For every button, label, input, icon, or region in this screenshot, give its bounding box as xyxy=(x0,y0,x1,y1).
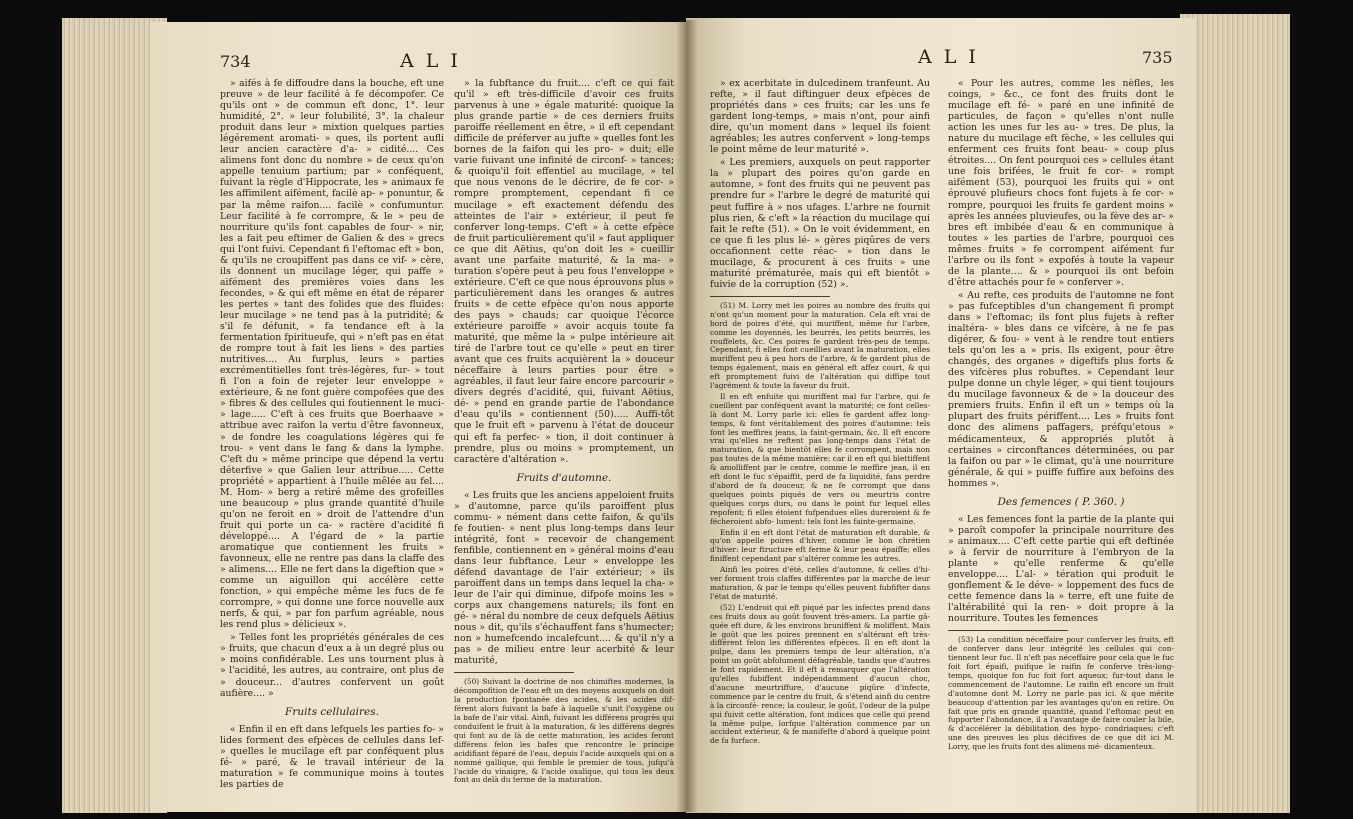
footnote: Ainfi les poires d'été, celles d'automne, & celles d'hi- ver forment trois claffes différentes par la marche de leur maturation, & par le temps qu'elles peuvent fubfifter dans l'état de maturité. xyxy=(710,565,930,601)
footnote: (53) La condition néceffaire pour conferver les fruits, eft de conferver dans leur intégrité les cellules qui con- tiennent leur fuc. Il n'eft pas néceffaire pour cela que le fuc foit fort épaifi, puifque le raifin fe conferve très-long- temps, quoique fon fuc foit fort aqueux; fur-tout dans le commencement de l'automne. Le raifin eft encore un fruit d'automne dont M. Lorry ne parle pas ici. & que mérite beaucoup d'attention par les avantages qu'on en retire. On fait que pris en grande quantité, quand l'eftomac peut en fupporter l'abondance, il a l'avantage de faire couler la bile, & d'accélérer la débilitation des hypo- condriaques; c'eft une des preuves les plus décifives de ce que dit ici M. Lorry, que les fruits font des alimens mé- dicamenteux. xyxy=(948,635,1174,752)
right-running-head: A L I xyxy=(918,46,979,68)
footnote: Enfin il en eft dont l'état de maturation eft durable, & qu'on appelle poires d'hiver, comme le bon chrétien d'hiver: leur ftructure eft ferme & leur peau épaiffe; elles finiffent cependant par s'altérer comme les autres. xyxy=(710,527,930,564)
paragraph: » ex acerbitate in dulcedinem tranfeunt. Au refte, » il faut diftinguer deux efpèces de propriétés dans » ces fruits; car les uns fe gardent long-temps, » mais n'ont, pour ainfi dire, qu'un moment dans » lequel ils foient agréables; les autres confervent » long-temps le point même de leur maturité ». xyxy=(710,78,930,156)
footnote-rule xyxy=(948,630,1068,631)
footnote-rule xyxy=(454,672,574,673)
section-heading: Des femences ( P. 360. ) xyxy=(997,495,1125,508)
paragraph: » aifés à fe diffoudre dans la bouche, eft une preuve » de leur facilité à fe décompofer. Ce qu'ils ont » de commun eft donc, 1°. leur humidité, 2°. » leur folubilité, 3°. la chaleur produit dans leur » mixtion quelques parties légérement aromati- » ques, ils portent aufli leur ancien caractère d'a- » cidité.... Ces alimens font donc du nombre » de ceux qu'on appelle tenuium partium; par » conféquent, fuivant la règle d'Hippocrate, les » animaux fe les affimilent aifément, facilè ap- » ponuntur, & par la même raifon.... facilè » confumuntur. Leur facilité à fe corrompre, & le » peu de nourriture qu'ils font capables de four- » nir, les a fait peu eftimer de Galien & des » grecs qui l'ont fuivi. Cependant fi l'eftomac eft » bon, & qu'ils ne croupiffent pas dans ce vif- » cère, ils donnent un mucilage léger, qui paffe » aifément des premières voies dans les fecondes, » & qui eft même en état de réparer les pertes » tant des folides que des fluides: leur mucilage » ne tend pas à la putridité; & s'il fe défunit, » fa tendance eft à la fermentation fpiritueufe, qui » n'eft pas en état de rompre tout à fait les liens » des parties nutritives.... Au furplus, leurs » parties excrémentitielles font très-légères, fur- » tout fi l'on a foin de rejeter leur enveloppe » extérieure, & ne font guère compofées que des » fibres & des cellules qui foutiennent le muci- » lage..... C'eft à ces fruits que Boerhaave » attribue avec raifon la vertu d'être favonneux, » de fondre les coagulations légères qui fe trou- » vent dans le fang & dans la lymphe. C'eft du » même principe que dépend la vertu déterfive » que Galien leur attribue..... Cette propriété » appartient à l'huile mêlée au fel.... M. Hom- » berg a retiré même des grofeilles une beaucoup » plus grande quantité d'huile qu'on ne feroit en » droit de l'attendre d'un fruit qui porte un ca- » ractère d'acidité fi développé.... A l'égard de » la partie aromatique que contiennent les fruits » favonneux, elle ne rentre pas dans la claffe des » alimens.... Elle ne fert dans la digeftion que » comme un aiguillon qui accélère cette fonction, » qui empêche même les fucs de fe corrompre, » qui donne une force nouvelle aux nerfs, & qui, » par fon parfum agréable, nous les rend plus » délicieux ». xyxy=(220,78,444,631)
left-column-1 xyxy=(220,78,444,810)
paragraph: » la fubftance du fruit.... c'eft ce qui fait qu'il » eft très-difficile d'avoir ces fruits parvenus à une » égale maturité: quoique la plus grande partie » de ces derniers fruits paroiffe réellement en être, » il eft cependant difficile de préferver au jufte » quelles font les bornes de la faifon qui les pro- » duit; elle varie fuivant une infinité de circonf- » tances; & quoiqu'il foit effentiel au mucilage, » tel que nous venons de le décrire, de fe cor- » rompre promptement, cependant fi ce mucilage » eft exactement défendu des atteintes de l'air » extérieur, il peut fe conferver long-temps. C'eft » à cette efpèce de fruit particulièrement qu'il » faut appliquer ce que dit Aëtius, qu'on doit les » cueillir avant une parfaite maturité, & la ma- » turation s'opère peut à peu fous l'enveloppe » extérieure. C'eft ce que nous éprouvons plus » particulièrement dans les oranges & autres fruits » de cette efpèce qu'on nous apporte des pays » chauds; car quoique l'écorce extérieure paroiffe » avoir acquis toute fa maturité, que même la » pulpe intérieure ait tiré de l'arbre tout ce qu'elle » peut en tirer avant que ces fruits acquièrent la » douceur néceffaire à leurs parties pour être » agréables, il faut leur faire encore parcourir » divers degrés d'acidité, qui, fuivant Aëtius, dé- » pend en grande partie de l'abondance d'eau qu'ils » contiennent (50)..... Auffi-tôt que le fruit eft » parvenu à l'état de douceur qui eft fa perfec- » tion, il doit continuer à prendre, plus ou moins » promptement, un caractère d'altération ». xyxy=(454,78,674,465)
right-page xyxy=(686,18,1196,813)
paragraph: « Les femences font la partie de la plante qui » paroît compofer la principale nourriture des » animaux.... C'eft cette partie qui eft deftinée » à fervir de nourriture à l'embryon de la plante » qu'elle renferme & qu'elle enveloppe.... L'al- » tération qui produit le gonflement & le déve- » loppement des fucs de cette femence dans la » terre, eft une fuite de l'altérabilité qui la ren- » doit propre à la nourriture. Toutes les femences xyxy=(948,513,1174,625)
paragraph: « Pour les autres, comme les nèfles, les coings, » &c., ce font des fruits dont le mucilage eft fé- » paré en une infinité de particules, de façon » qu'elles n'ont nulle action les unes fur les au- » tres. De plus, la nature du mucilage eft fèche, » les cellules qui enferment ces fruits font beau- » coup plus étroites.... On fent pourquoi ces » cellules étant une fois brifées, le fruit fe cor- » rompt aifément (53), pourquoi les fruits qui » ont éprouvé plufieurs chocs font fujets à fe cor- » rompre, pourquoi les fruits fe gardent moins » après les années pluvieufes, ou la fève des ar- » bres eft imbibée d'eau & en communique à toutes » les parties de l'arbre, pourquoi ces mêmes fruits » fe corrompent aifément fur l'arbre ou ils font » expofés à toute la vapeur de la plante.... & » pourquoi ils ont befoin d'être attachés pour fe » conferver ». xyxy=(948,78,1174,288)
right-page-number: 735 xyxy=(1142,48,1173,67)
left-column-2 xyxy=(454,78,674,810)
footnote: Il en eft enfuite qui muriffent mal fur l'arbre, qui fe cueillent par conféquent avant la maturité; ce font celles-là dont M. Lorry parle ici: elles fe gardent affez long-temps, & font véritablement des poires d'automne: tels font les meffires jeans, la faint-germain, &c. Il eft encore vrai qu'elles ne reftent pas long-temps dans l'état de maturation, & que bientôt elles fe corrompent, mais non pas toutes de la même manière; car il en eft qui blettiffent & amolliffent par le centre, comme le meffire jean, il en eft dont le fuc s'épaiffit, perd de fa liquidité, fans perdre d'abord de fa douceur, & ne fe corrompt que dans quelques points piqués de vers ou meurtris contre quelques corps durs, ou dans le point fur lequel elles repofent; fi elles étoient fufpendues elles dureroient & fe fécheroient abfo- lument: tels font les fainte-germaine. xyxy=(710,391,930,526)
right-column-1 xyxy=(710,78,930,806)
footnote: (52) L'endroit qui eft piqué par les infectes prend dans ces fruits doux au goût fouvent très-amers. La partie gâ- quée eft dure, & les environs bruniffent & moliffent. Mais le goût que les poires prennent en s'altérant eft très-différent felon les différentes efpèces. Il en eft dont la pulpe, dans les premiers temps de leur altération, n'a point un goût abfolument défagréable, tandis que d'autres le font rapidement. Et il eft à remarquer que l'altération qu'elles fubiffent indépendamment d'aucun choc, d'aucune meurtriffure, d'aucune piqûre d'infecte, commence par le centre du fruit, & s'étend ainfi du centre à la circonfé- rence; la couleur, le goût, l'odeur de la pulpe qui fuivit cette altération, font indices que celle qui prend la même pulpe, lorfque l'altération commence par un accident extérieur, & fe manifefte d'abord à quelque point de fa furface. xyxy=(710,602,930,746)
footnote: (50) Suivant la doctrine de nos chimiftes modernes, la décompofition de l'eau eft un des moyens auxquels on doit la production fpontanée des acides, & les acides dif- férent alors fuivant la bafe à laquelle s'unit l'oxygène ou la bafe de l'air vital. Ainfi, fuivant les différens progrès qui conduifent le fruit à la maturation, & les différens degrés qui font au de là de cette maturation, les acides feront différens felon les bafes que rencontre le principe acidifiant féparé de l'eau, depuis l'acide auxquels qui on a nommé gallique, qui femble le premier de tous, jufqu'à l'acide du vinaigre, & l'acide oxalique, qui tous les deux font au delà du terme de la maturation. xyxy=(454,677,674,785)
footnote-rule xyxy=(710,296,830,297)
left-page xyxy=(150,22,686,812)
paragraph: « Au refte, ces produits de l'automne ne font » pas fufceptibles d'un changement fi prompt dans » l'eftomac; ils font plus fujets à refter inaltéra- » bles dans ce vifcère, à ne fe pas digérer, & fou- » vent à le rendre tout entiers tels qu'on les a » pris. Ils exigent, pour être changés, des organes » digeftifs plus forts & des vifcères plus robuftes. » Cependant leur pulpe donne un chyle léger, » qui tient toujours du mucilage favonneux & de » la douceur des premiers fruits. Enfin il eft un » temps où la plupart des fruits périffent.... Les » fruits font donc des alimens paffagers, préfqu'etous » médicamenteux, & appropriés plutôt à certaines » circonftances déterminées, ou par la faifon ou par » le climat, qu'à une nourriture générale, & qui » puiffe fuffire aux befoins des hommes ». xyxy=(948,289,1174,489)
left-page-number: 734 xyxy=(220,52,251,71)
left-running-head: A L I xyxy=(400,50,461,72)
right-page-edges xyxy=(1180,14,1290,813)
section-heading: Fruits cellulaires. xyxy=(285,705,379,718)
section-heading: Fruits d'automne. xyxy=(516,471,612,484)
footnote: (51) M. Lorry met les poires au nombre des fruits qui n'ont qu'un moment pour la maturation. Cela eft vrai de bord de poires d'été, qui muriffent, même fur l'arbre, comme les doyennés, les beurrés, les petits beurrés, les rouffelets, &c. Ces poires fe gardent très-peu de temps. Cependant, fi elles font cueillies avant la maturation, elles muriffent peu à peu hors de l'arbre, & fe gardent plus de temps également, mais en général eft affez court, & qui eft promptement fuivi de l'altération qui diffipe tout l'agrément & toute la faveur du fruit. xyxy=(710,300,930,391)
book-gutter xyxy=(676,20,698,812)
paragraph: « Les premiers, auxquels on peut rapporter la » plupart des poires qu'on garde en automne, » font des fruits qui ne peuvent pas prendre fur » l'arbre le degré de maturité qui peut fuffire à » nos ufages. L'arbre ne fournit plus rien, & c'eft » la réaction du mucilage qui fait le refte (51). » On le voit évidemment, en ce que fi les plus lé- » gères piqûres de vers occafionnent cette réac- » tion dans le mucilage, & procurent à ces fruits » une maturité prématurée, mais qui eft bientôt » fuivie de la corruption (52) ». xyxy=(710,157,930,290)
right-column-2 xyxy=(948,78,1174,806)
paragraph: « Les fruits que les anciens appeloient fruits » d'automne, parce qu'ils paroiffent plus commu- » nément dans cette faifon, & qu'ils fe foutien- » nent plus long-temps dans leur intégrité, font » recevoir de changement fenfible, contiennent en » général moins d'eau dans leur fubftance. Leur » enveloppe les défend davantage de l'air extérieur; » ils paroiffent dans un temps dans lequel la cha- » leur de l'air qui diminue, difpofe moins les » corps aux changemens naturels; ils font en gé- » néral du nombre de ceux defquels Aëtius nous » dit, qu'ils s'échauffent fans s'humecter; non » humefcendo incalefcunt.... & qu'il n'y a pas » de milieu entre leur acerbité & leur maturité, xyxy=(454,489,674,667)
paragraph: » Telles font les propriétés générales de ces » fruits, que chacun d'eux a à un degré plus ou » moins confidérable. Les uns tournent plus à » l'acidité, les autres, au contraire, ont plus de » douceur... d'autres confervent un goût aufière.... » xyxy=(220,632,444,699)
paragraph: « Enfin il en eft dans lefquels les parties fo- » lides forment des efpèces de cellules dans lef- » quelles le mucilage eft par conféquent plus fé- » paré, & le travail intérieur de la maturation » fe communique moins à toutes les parties de xyxy=(220,723,444,790)
